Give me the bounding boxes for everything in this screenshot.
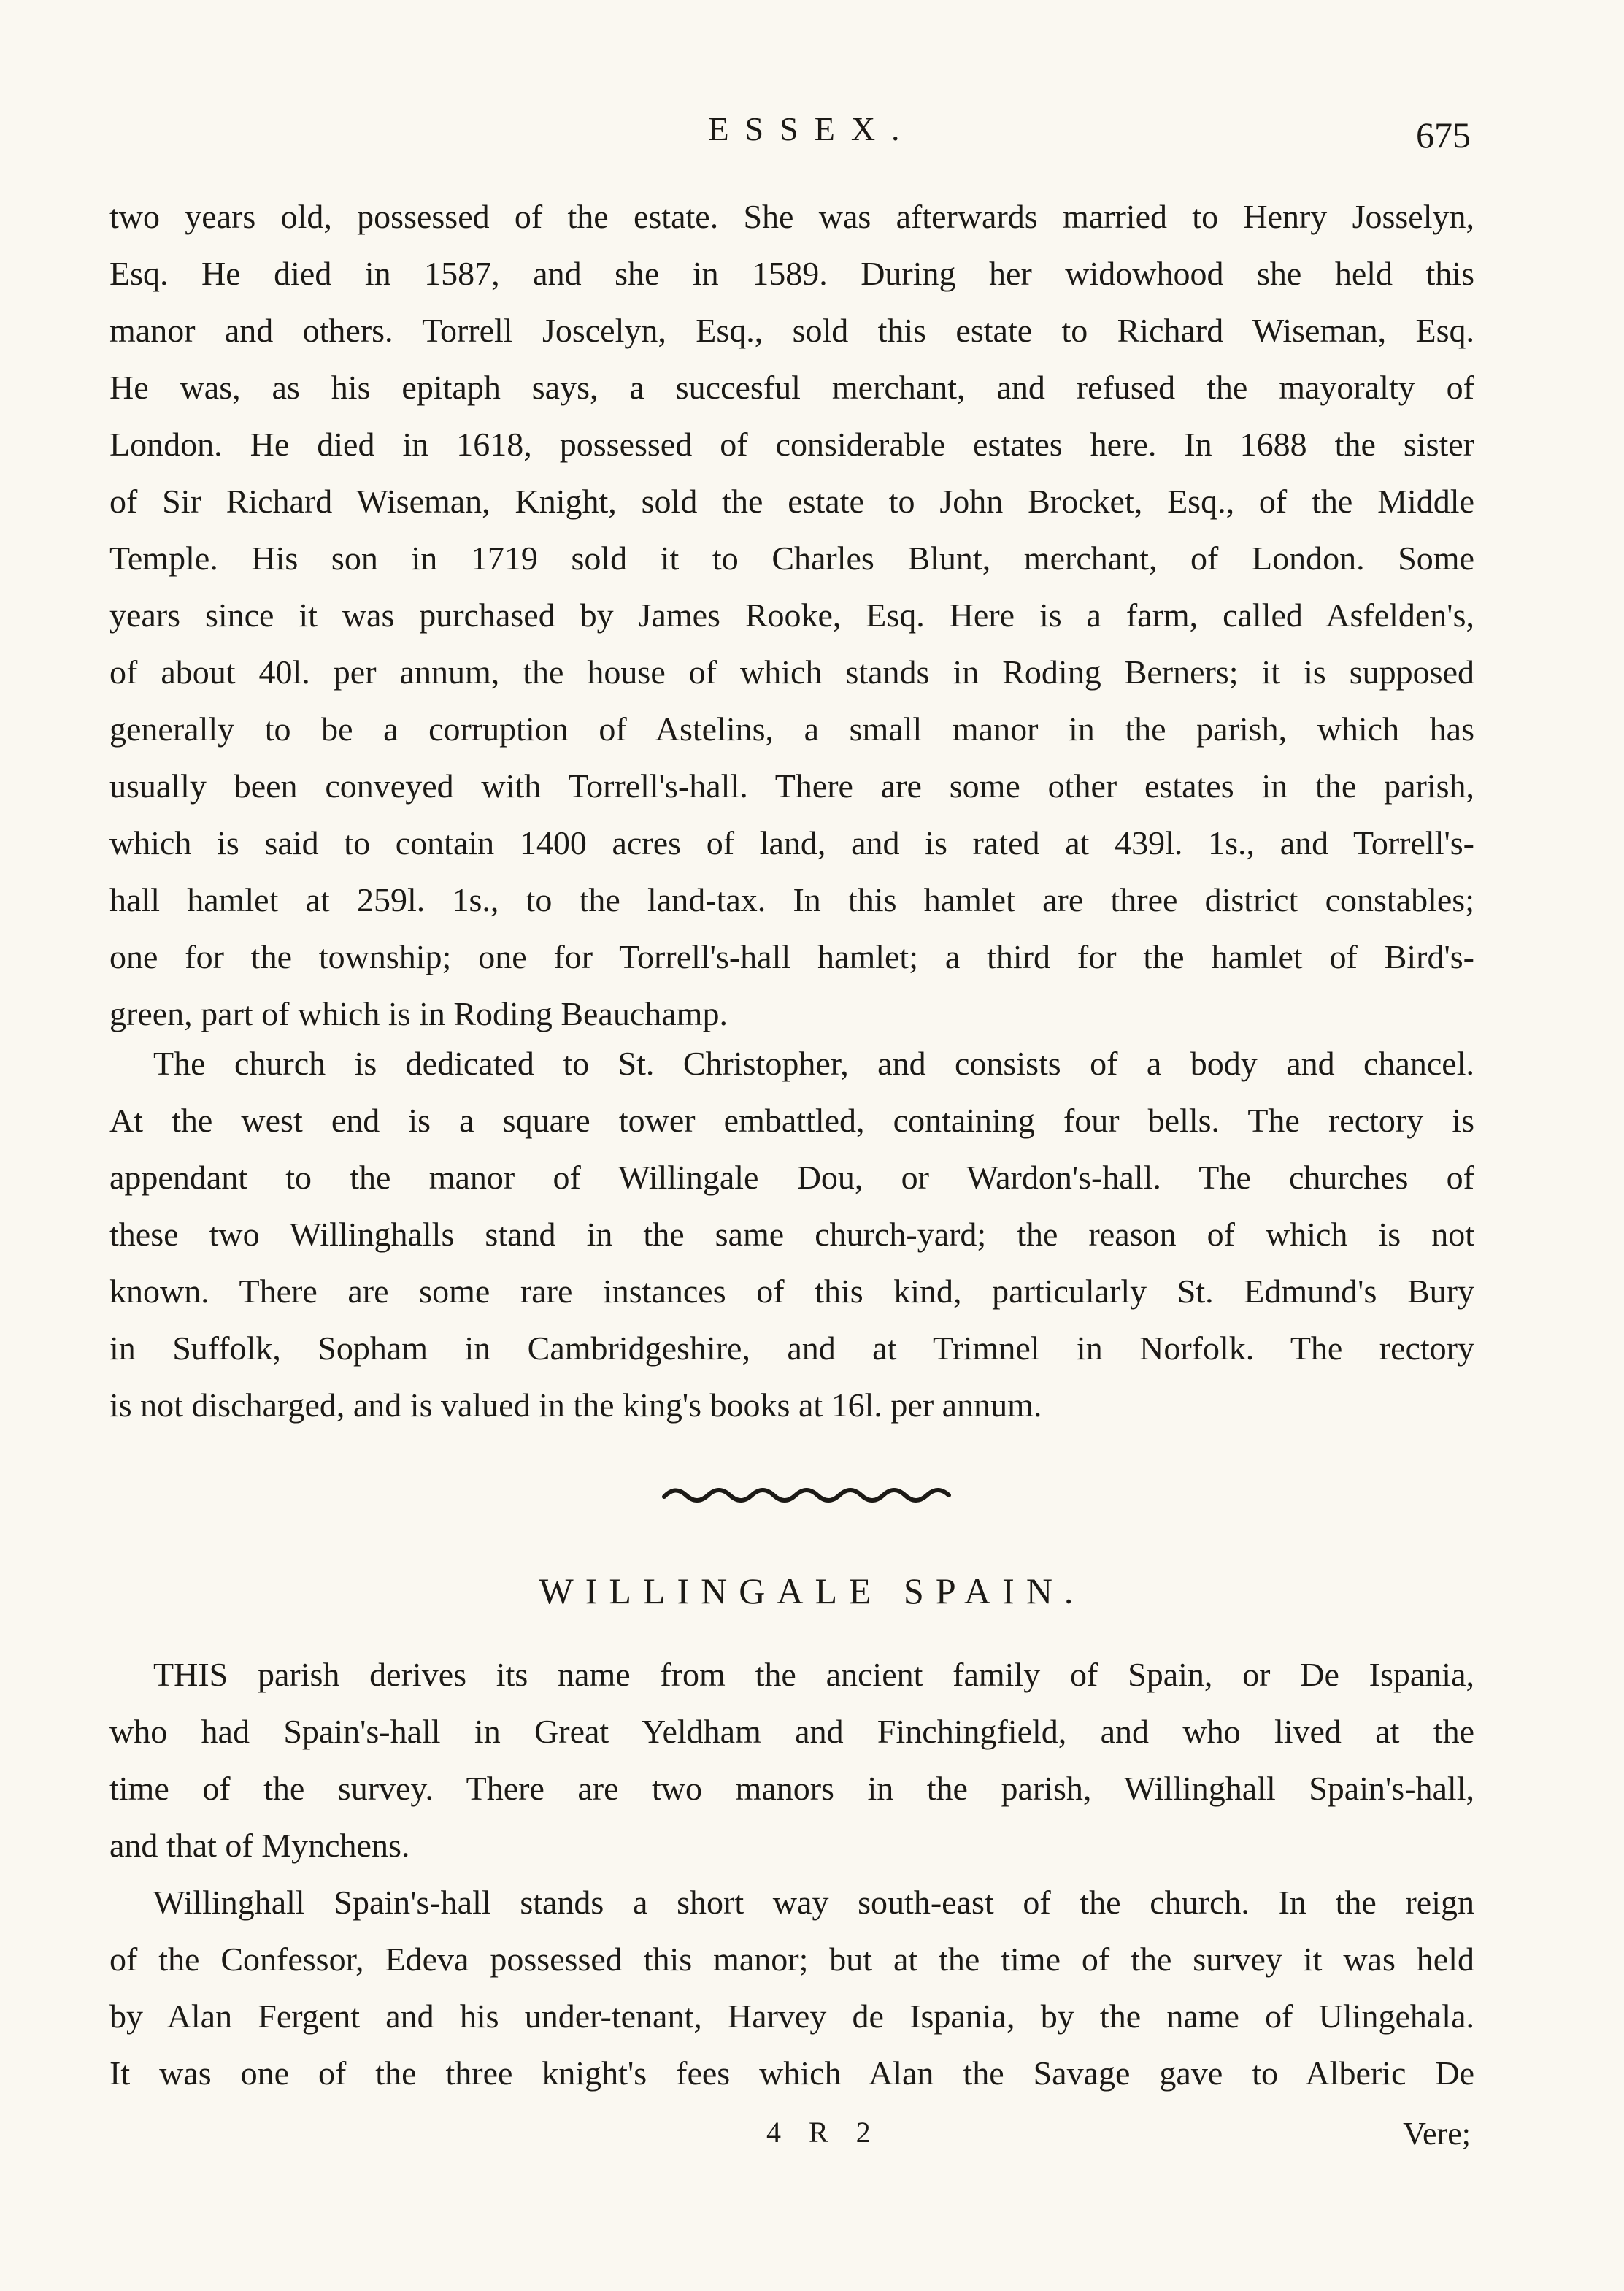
paragraph-3 xyxy=(109,1646,1474,1874)
text-line: is not discharged, and is valued in the king's books at 16l. per annum. xyxy=(109,1386,1042,1424)
text-line: Willinghall Spain's-hall stands a short way south-east of the church. In the reign xyxy=(153,1884,1474,1921)
text-line: two years old, possessed of the estate. She was afterwards married to Henry Josselyn, xyxy=(109,198,1474,235)
section-heading: WILLINGALE SPAIN. xyxy=(539,1570,1085,1611)
text-line: appendant to the manor of Willingale Dou, or Wardon's-hall. The churches of xyxy=(109,1159,1474,1196)
text-line: green, part of which is in Roding Beauchamp. xyxy=(109,995,728,1032)
text-line: At the west end is a square tower embattled, containing four bells. The rectory is xyxy=(109,1102,1474,1139)
text-line: Temple. His son in 1719 sold it to Charles Blunt, merchant, of London. Some xyxy=(109,540,1474,577)
running-title: ESSEX. xyxy=(708,110,916,147)
paragraph-4 xyxy=(109,1874,1474,2102)
text-line: known. There are some rare instances of this kind, particularly St. Edmund's Bury xyxy=(109,1273,1474,1310)
text-line: in Suffolk, Sopham in Cambridgeshire, and at Trimnel in Norfolk. The rectory xyxy=(109,1329,1474,1367)
text-line: time of the survey. There are two manors in the parish, Willinghall Spain's-hall, xyxy=(109,1770,1474,1807)
text-line: hall hamlet at 259l. 1s., to the land-tax. In this hamlet are three district constables; xyxy=(109,881,1474,918)
text-line: generally to be a corruption of Astelins, a small manor in the parish, which has xyxy=(109,710,1474,748)
text-line: It was one of the three knight's fees which Alan the Savage gave to Alberic De xyxy=(109,2054,1474,2092)
text-line: THIS parish derives its name from the ancient family of Spain, or De Ispania, xyxy=(153,1656,1474,1693)
text-line: London. He died in 1618, possessed of considerable estates here. In 1688 the sister xyxy=(109,426,1474,463)
paragraph-1 xyxy=(109,188,1474,1043)
paragraph-2 xyxy=(109,1035,1474,1434)
catchword: Vere; xyxy=(1403,2116,1471,2152)
ornament-divider xyxy=(661,1482,953,1507)
text-line: years since it was purchased by James Rooke, Esq. Here is a farm, called Asfelden's, xyxy=(109,596,1474,634)
text-line: these two Willinghalls stand in the same church-yard; the reason of which is not xyxy=(109,1216,1474,1253)
signature-mark: 4 R 2 xyxy=(766,2116,881,2149)
text-line: The church is dedicated to St. Christopher, and consists of a body and chancel. xyxy=(153,1045,1474,1082)
text-line: Esq. He died in 1587, and she in 1589. During her widowhood she held this xyxy=(109,255,1474,292)
text-line: of Sir Richard Wiseman, Knight, sold the estate to John Brocket, Esq., of the Middle xyxy=(109,483,1474,520)
page-footer xyxy=(0,2115,1624,2159)
text-line: by Alan Fergent and his under-tenant, Harvey de Ispania, by the name of Ulingehala. xyxy=(109,1998,1474,2035)
text-line: of the Confessor, Edeva possessed this manor; but at the time of the survey it was held xyxy=(109,1941,1474,1978)
running-head xyxy=(0,110,1624,168)
text-line: He was, as his epitaph says, a succesful merchant, and refused the mayoralty of xyxy=(109,369,1474,406)
text-line: usually been conveyed with Torrell's-hall. There are some other estates in the parish, xyxy=(109,767,1474,805)
text-line: which is said to contain 1400 acres of land, and is rated at 439l. 1s., and Torrell's- xyxy=(109,824,1474,861)
text-line: of about 40l. per annum, the house of which stands in Roding Berners; it is supposed xyxy=(109,653,1474,691)
text-line: manor and others. Torrell Joscelyn, Esq., sold this estate to Richard Wiseman, Esq. xyxy=(109,312,1474,349)
text-line: who had Spain's-hall in Great Yeldham and Finchingfield, and who lived at the xyxy=(109,1713,1474,1750)
page-number: 675 xyxy=(1416,115,1471,156)
text-line: and that of Mynchens. xyxy=(109,1827,410,1864)
text-line: one for the township; one for Torrell's-hall hamlet; a third for the hamlet of Bird's- xyxy=(109,938,1474,975)
